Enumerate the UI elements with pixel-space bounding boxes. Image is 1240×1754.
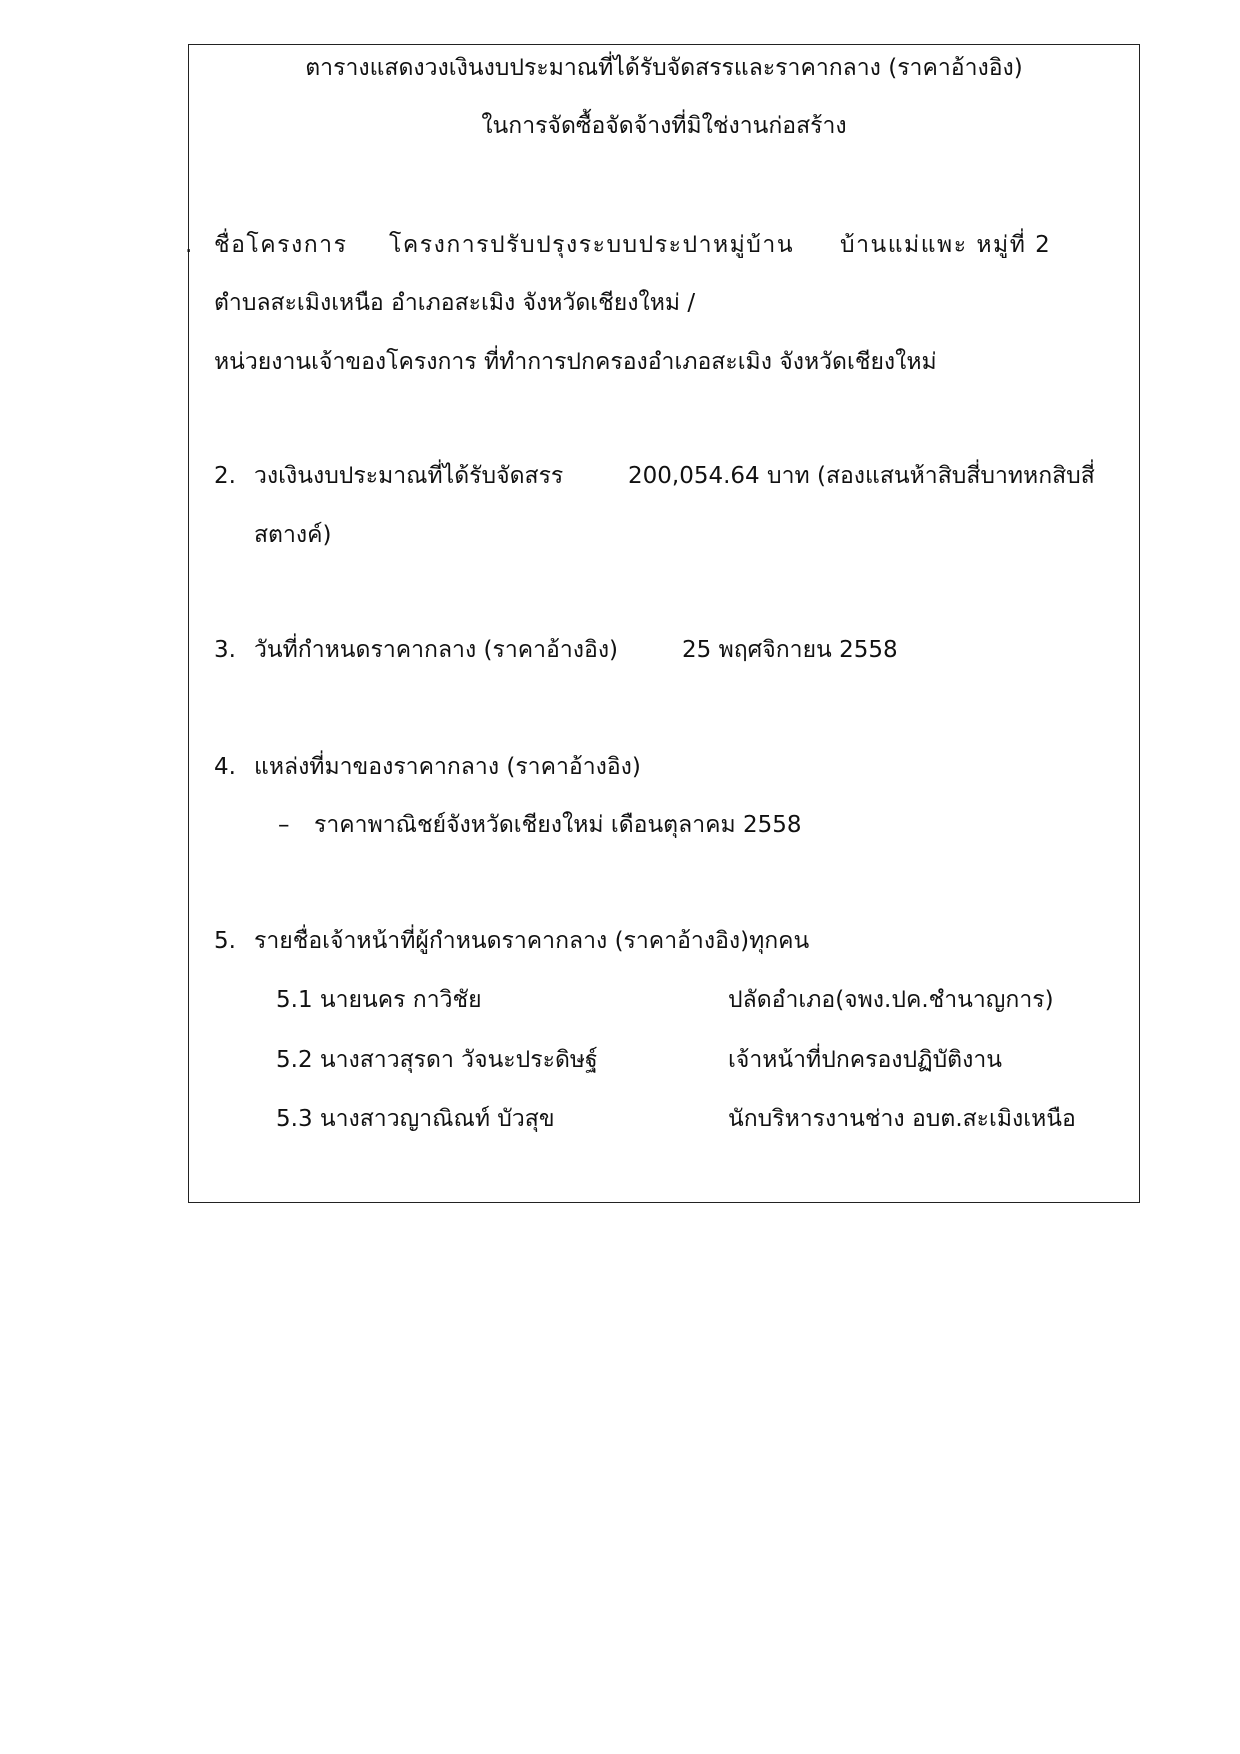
section4-number: 4. <box>214 754 236 780</box>
document-title: ตารางแสดงวงเงินงบประมาณที่ได้รับจัดสรรและราคากลาง (ราคาอ้างอิง) <box>305 55 1023 81</box>
person-name: 5.2 นางสาวสุรดา วัจนะประดิษฐ์ <box>276 1047 598 1073</box>
person-position: เจ้าหน้าที่ปกครองปฏิบัติงาน <box>728 1047 1002 1073</box>
section3-date: 25 พฤศจิกายน 2558 <box>682 637 898 663</box>
section4-source: ราคาพาณิชย์จังหวัดเชียงใหม่ เดือนตุลาคม 2558 <box>314 812 802 838</box>
person-name: 5.3 นางสาวญาณิณท์ บัวสุข <box>276 1106 555 1132</box>
person-name: 5.1 นายนคร กาวิชัย <box>276 987 482 1013</box>
section1-project-name: โครงการปรับปรุงระบบประปาหมู่บ้าน <box>389 232 795 258</box>
section1-village: บ้านแม่แพะ หมู่ที่ 2 <box>840 232 1052 258</box>
section2-label: วงเงินงบประมาณที่ได้รับจัดสรร <box>254 463 564 489</box>
section4-bullet: – <box>278 812 290 838</box>
person-position: ปลัดอำเภอ(จพง.ปค.ชำนาญการ) <box>728 987 1054 1013</box>
section1-label: ชื่อโครงการ <box>214 232 348 258</box>
section1-marker: . <box>185 232 193 258</box>
section5-label: รายชื่อเจ้าหน้าที่ผู้กำหนดราคากลาง (ราคาอ้างอิง)ทุกคน <box>254 928 810 954</box>
document-subtitle: ในการจัดซื้อจัดจ้างที่มิใช่งานก่อสร้าง <box>481 113 847 139</box>
document-frame <box>188 44 1140 1203</box>
section4-label: แหล่งที่มาของราคากลาง (ราคาอ้างอิง) <box>254 754 641 780</box>
section1-agency: หน่วยงานเจ้าของโครงการ ที่ทำการปกครองอำเภอสะเมิง จังหวัดเชียงใหม่ <box>214 349 937 375</box>
section3-label: วันที่กำหนดราคากลาง (ราคาอ้างอิง) <box>254 637 619 663</box>
section5-number: 5. <box>214 928 236 954</box>
section2-amount-cont: สตางค์) <box>254 522 332 548</box>
section2-amount: 200,054.64 บาท (สองแสนห้าสิบสี่บาทหกสิบสี่ <box>628 463 1095 489</box>
section1-location: ตำบลสะเมิงเหนือ อำเภอสะเมิง จังหวัดเชียงใหม่ / <box>214 290 696 316</box>
person-position: นักบริหารงานช่าง อบต.สะเมิงเหนือ <box>728 1106 1076 1132</box>
section3-number: 3. <box>214 637 236 663</box>
section2-number: 2. <box>214 463 236 489</box>
